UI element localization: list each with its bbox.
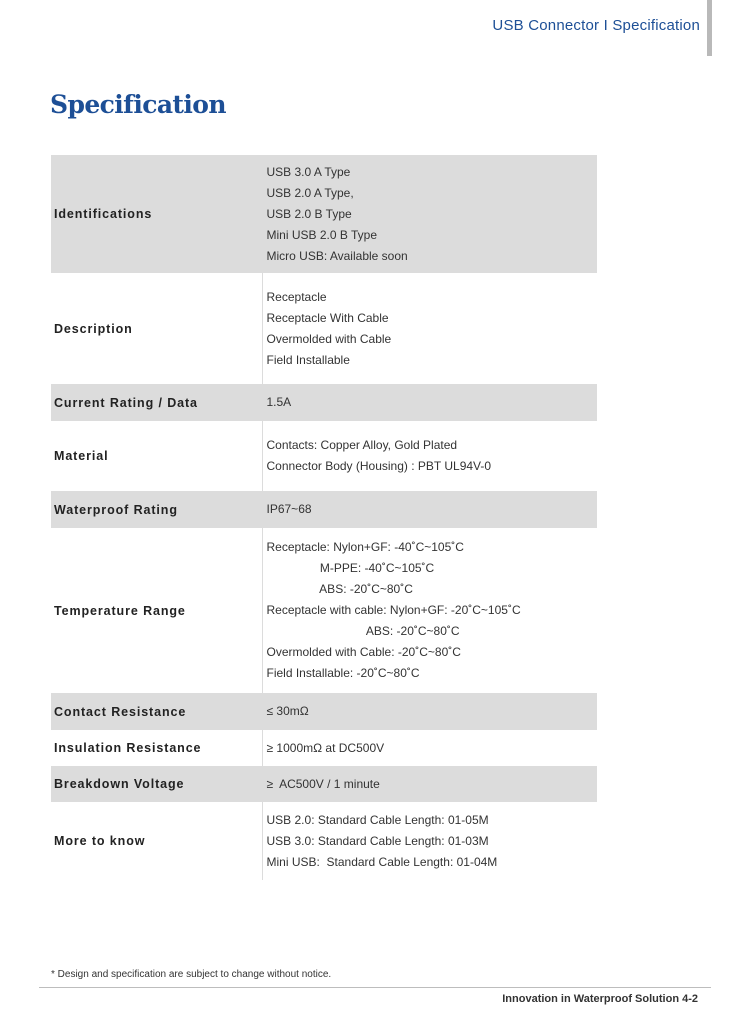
spec-value [262,273,597,384]
spec-value-line: Mini USB: Standard Cable Length: 01-04M [266,854,498,869]
spec-value-line: ≥ 1000mΩ at DC500V [266,740,385,755]
spec-value-line: Mini USB 2.0 B Type [266,227,377,242]
spec-label: Description [54,321,133,336]
spec-row-breakdown-voltage [51,766,597,802]
spec-value-line: Field Installable: -20˚C~80˚C [266,666,420,680]
spec-value [262,491,597,528]
spec-row-material [51,421,597,491]
spec-row-waterproof-rating [51,491,597,528]
spec-label: Breakdown Voltage [51,766,262,802]
spec-value-line: ≤ 30mΩ [266,704,309,718]
footer-divider [39,987,711,988]
spec-value-line: Receptacle With Cable [266,310,389,325]
spec-value-line: ABS: -20˚C~80˚C [266,624,460,638]
spec-value-line: Receptacle [266,289,327,304]
spec-label: Waterproof Rating [51,491,262,528]
spec-value-line: 1.5A [266,395,292,409]
spec-row-identifications [51,155,597,273]
spec-table [51,155,597,880]
spec-value-line: Connector Body (Housing) : PBT UL94V-0 [266,459,492,473]
spec-value-line: Overmolded with Cable: -20˚C~80˚C [266,645,461,659]
spec-value-line: ≥ AC500V / 1 minute [266,776,380,791]
spec-label: More to know [54,834,146,848]
page-title: Specification [50,90,226,119]
spec-value [262,802,597,880]
spec-value [262,766,597,802]
spec-label: Contact Resistance [51,693,262,730]
spec-label: Insulation Resistance [54,741,202,755]
header-title: USB Connector I Specification [492,17,700,34]
spec-value-line: Overmolded with Cable [266,331,392,346]
spec-value [262,528,597,693]
spec-value-line: ABS: -20˚C~80˚C [266,582,413,596]
spec-row-current-rating [51,384,597,421]
spec-value-line: IP67~68 [266,502,312,516]
spec-label: Material [54,449,109,463]
spec-value [262,730,597,766]
spec-value-line: Field Installable [266,352,350,367]
header-accent-bar [707,0,712,56]
spec-value-line: Contacts: Copper Alloy, Gold Plated [266,438,458,452]
spec-value-line: USB 2.0 A Type, [266,185,354,200]
spec-value-line: USB 3.0: Standard Cable Length: 01-03M [266,833,489,848]
spec-value-line: Micro USB: Available soon [266,248,408,263]
spec-label: Current Rating / Data [51,384,262,421]
spec-label: Temperature Range [54,603,186,618]
spec-row-description [51,273,597,384]
spec-row-contact-resistance [51,693,597,730]
spec-row-more-to-know [51,802,597,880]
spec-value-line: USB 2.0 B Type [266,206,352,221]
footer-text: Innovation in Waterproof Solution 4-2 [502,993,698,1005]
spec-value-line: Receptacle with cable: Nylon+GF: -20˚C~105˚C [266,603,521,617]
spec-value [262,155,597,273]
spec-value [262,384,597,421]
spec-value [262,693,597,730]
spec-value-line: Receptacle: Nylon+GF: -40˚C~105˚C [266,540,464,554]
spec-value [262,421,597,491]
spec-row-insulation-resistance [51,730,597,766]
spec-value-line: USB 3.0 A Type [266,164,351,179]
spec-value-line: M-PPE: -40˚C~105˚C [266,561,435,575]
spec-value-line: USB 2.0: Standard Cable Length: 01-05M [266,812,489,827]
spec-label: Identifications [51,155,262,273]
spec-row-temperature-range [51,528,597,693]
footnote: * Design and specification are subject to change without notice. [51,969,332,980]
